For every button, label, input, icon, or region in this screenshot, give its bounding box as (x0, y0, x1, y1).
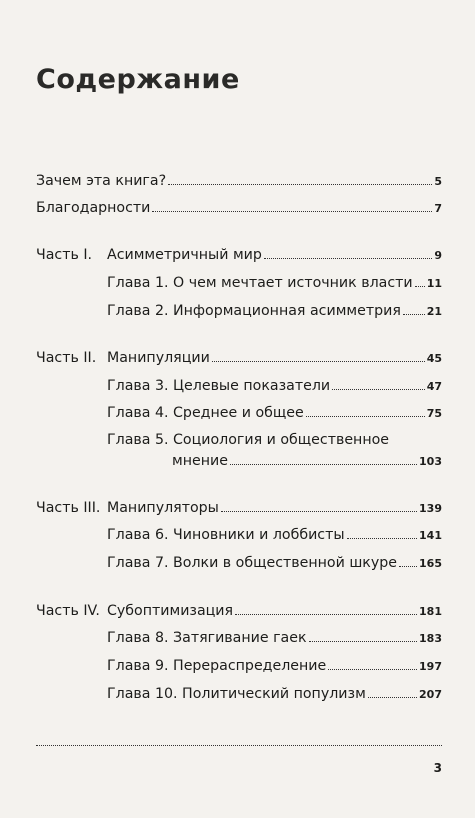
toc-entry-page: 47 (426, 380, 442, 393)
toc-entry-page: 7 (434, 202, 442, 215)
part-title: Субоптимизация (107, 603, 234, 619)
leader-dots (368, 696, 417, 698)
chapter-title: Глава 8. Затягивание гаек (107, 630, 307, 646)
toc-entry-chapter-3 (107, 378, 442, 394)
toc-entry-chapter-5 (172, 453, 442, 469)
toc-entry-page: 181 (419, 605, 442, 618)
chapter-title: Глава 5. Социология и общественное (107, 432, 390, 448)
toc-entry-label: Зачем эта книга? (36, 173, 167, 189)
toc-entry-page: 45 (426, 352, 442, 365)
toc-entry-chapter-6 (107, 527, 442, 543)
leader-dots (152, 210, 432, 212)
toc-entry-page: 103 (419, 455, 442, 468)
leader-dots (264, 257, 432, 259)
leader-dots (415, 285, 425, 287)
chapter-title: Глава 7. Волки в общественной шкуре (107, 555, 397, 571)
page-number: 3 (433, 761, 442, 775)
toc-entry-part-2 (107, 350, 442, 366)
chapter-title: Глава 10. Политический популизм (107, 686, 366, 702)
leader-dots (332, 388, 425, 390)
leader-dots (347, 537, 417, 539)
toc-entry-page: 165 (419, 557, 442, 570)
part-title: Асимметричный мир (107, 247, 262, 263)
leader-dots (168, 183, 432, 185)
chapter-title: Глава 3. Целевые показатели (107, 378, 331, 394)
toc-entry-chapter-4 (107, 405, 442, 421)
chapter-title: Глава 4. Среднее и общее (107, 405, 304, 421)
part-title: Манипуляторы (107, 500, 219, 516)
toc-entry-part-4 (107, 603, 442, 619)
toc-entry-chapter-1 (107, 275, 442, 291)
toc-entry-chapter-7 (107, 555, 442, 571)
part-label: Часть III. (36, 500, 101, 516)
chapter-title: Глава 1. О чем мечтает источник власти (107, 275, 413, 291)
part-label: Часть II. (36, 350, 97, 366)
chapter-title: Глава 9. Перераспределение (107, 658, 327, 674)
toc-entry-part-3 (107, 500, 442, 516)
toc-entry-page: 11 (426, 277, 442, 290)
toc-entry-chapter-10 (107, 686, 442, 702)
chapter-title: Глава 6. Чиновники и лоббисты (107, 527, 345, 543)
part-label: Часть IV. (36, 603, 100, 619)
toc-entry-page: 21 (426, 305, 442, 318)
toc-entry-page: 141 (419, 529, 442, 542)
toc-entry-page: 5 (434, 175, 442, 188)
toc-entry-front-2 (36, 200, 442, 216)
toc-entry-front-1 (36, 173, 442, 189)
leader-dots (212, 360, 425, 362)
leader-dots (230, 463, 417, 465)
leader-dots (221, 510, 417, 512)
toc-entry-chapter-9 (107, 658, 442, 674)
toc-entry-chapter-2 (107, 303, 442, 319)
toc-entry-chapter-8 (107, 630, 442, 646)
toc-entry-label: Благодарности (36, 200, 151, 216)
leader-dots (309, 640, 418, 642)
toc-entry-page: 207 (419, 688, 442, 701)
leader-dots (235, 613, 417, 615)
toc-entry-page: 75 (426, 407, 442, 420)
leader-dots (403, 313, 425, 315)
part-label: Часть I. (36, 247, 93, 263)
toc-entry-page: 197 (419, 660, 442, 673)
page-title: Содержание (36, 64, 240, 95)
leader-dots (328, 668, 417, 670)
toc-entry-page: 9 (434, 249, 442, 262)
footer-rule (36, 745, 442, 746)
chapter-title: Глава 2. Информационная асимметрия (107, 303, 401, 319)
part-title: Манипуляции (107, 350, 210, 366)
toc-entry-page: 183 (419, 632, 442, 645)
toc-entry-part-1 (107, 247, 442, 263)
leader-dots (399, 565, 417, 567)
leader-dots (306, 415, 425, 417)
chapter-title-continuation: мнение (172, 453, 228, 469)
toc-entry-page: 139 (419, 502, 442, 515)
